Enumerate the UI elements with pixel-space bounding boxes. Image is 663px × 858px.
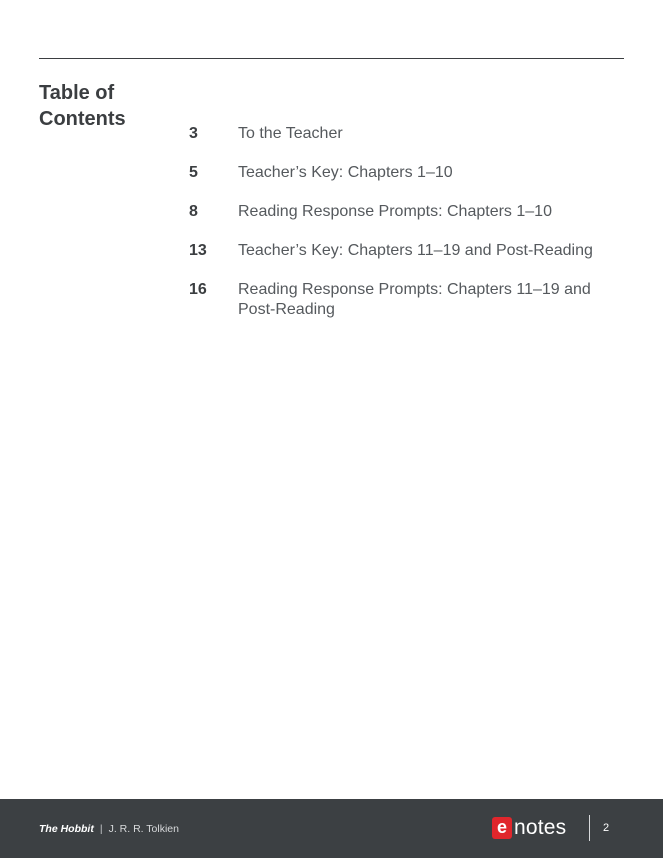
toc-list <box>189 124 609 339</box>
toc-entry-title: Reading Response Prompts: Chapters 1–10 <box>238 203 552 220</box>
logo-wordmark: notes <box>514 816 567 839</box>
toc-page-number: 3 <box>189 125 198 142</box>
toc-heading-line1: Table of <box>39 82 115 104</box>
toc-page-number: 13 <box>189 242 207 259</box>
footer-divider <box>589 815 590 841</box>
toc-entry-to-the-teacher[interactable] <box>189 124 609 144</box>
enotes-logo <box>492 816 566 840</box>
footer-author: J. R. R. Tolkien <box>108 823 179 835</box>
toc-entry-teachers-key-1-10[interactable] <box>189 163 609 183</box>
top-rule <box>39 58 624 59</box>
logo-e-mark: e <box>492 817 512 839</box>
footer-book-info <box>39 823 179 835</box>
page-number: 2 <box>603 822 610 834</box>
toc-page-number: 5 <box>189 164 198 181</box>
toc-entry-title: To the Teacher <box>238 125 343 142</box>
toc-entry-reading-prompts-1-10[interactable] <box>189 202 609 222</box>
footer-separator: | <box>99 823 103 835</box>
footer-book-title: The Hobbit <box>39 823 94 835</box>
toc-heading-line2: Contents <box>39 108 126 130</box>
toc-entry-teachers-key-11-19[interactable] <box>189 241 609 261</box>
page-footer <box>0 799 663 858</box>
toc-heading <box>39 80 169 132</box>
toc-entry-title: Teacher’s Key: Chapters 11–19 and Post-Reading <box>238 242 593 259</box>
toc-entry-title: Reading Response Prompts: Chapters 11–19 and Post-Reading <box>238 281 591 318</box>
toc-entry-title: Teacher’s Key: Chapters 1–10 <box>238 164 453 181</box>
toc-entry-reading-prompts-11-19[interactable] <box>189 280 609 320</box>
toc-page-number: 16 <box>189 281 207 298</box>
toc-page-number: 8 <box>189 203 198 220</box>
